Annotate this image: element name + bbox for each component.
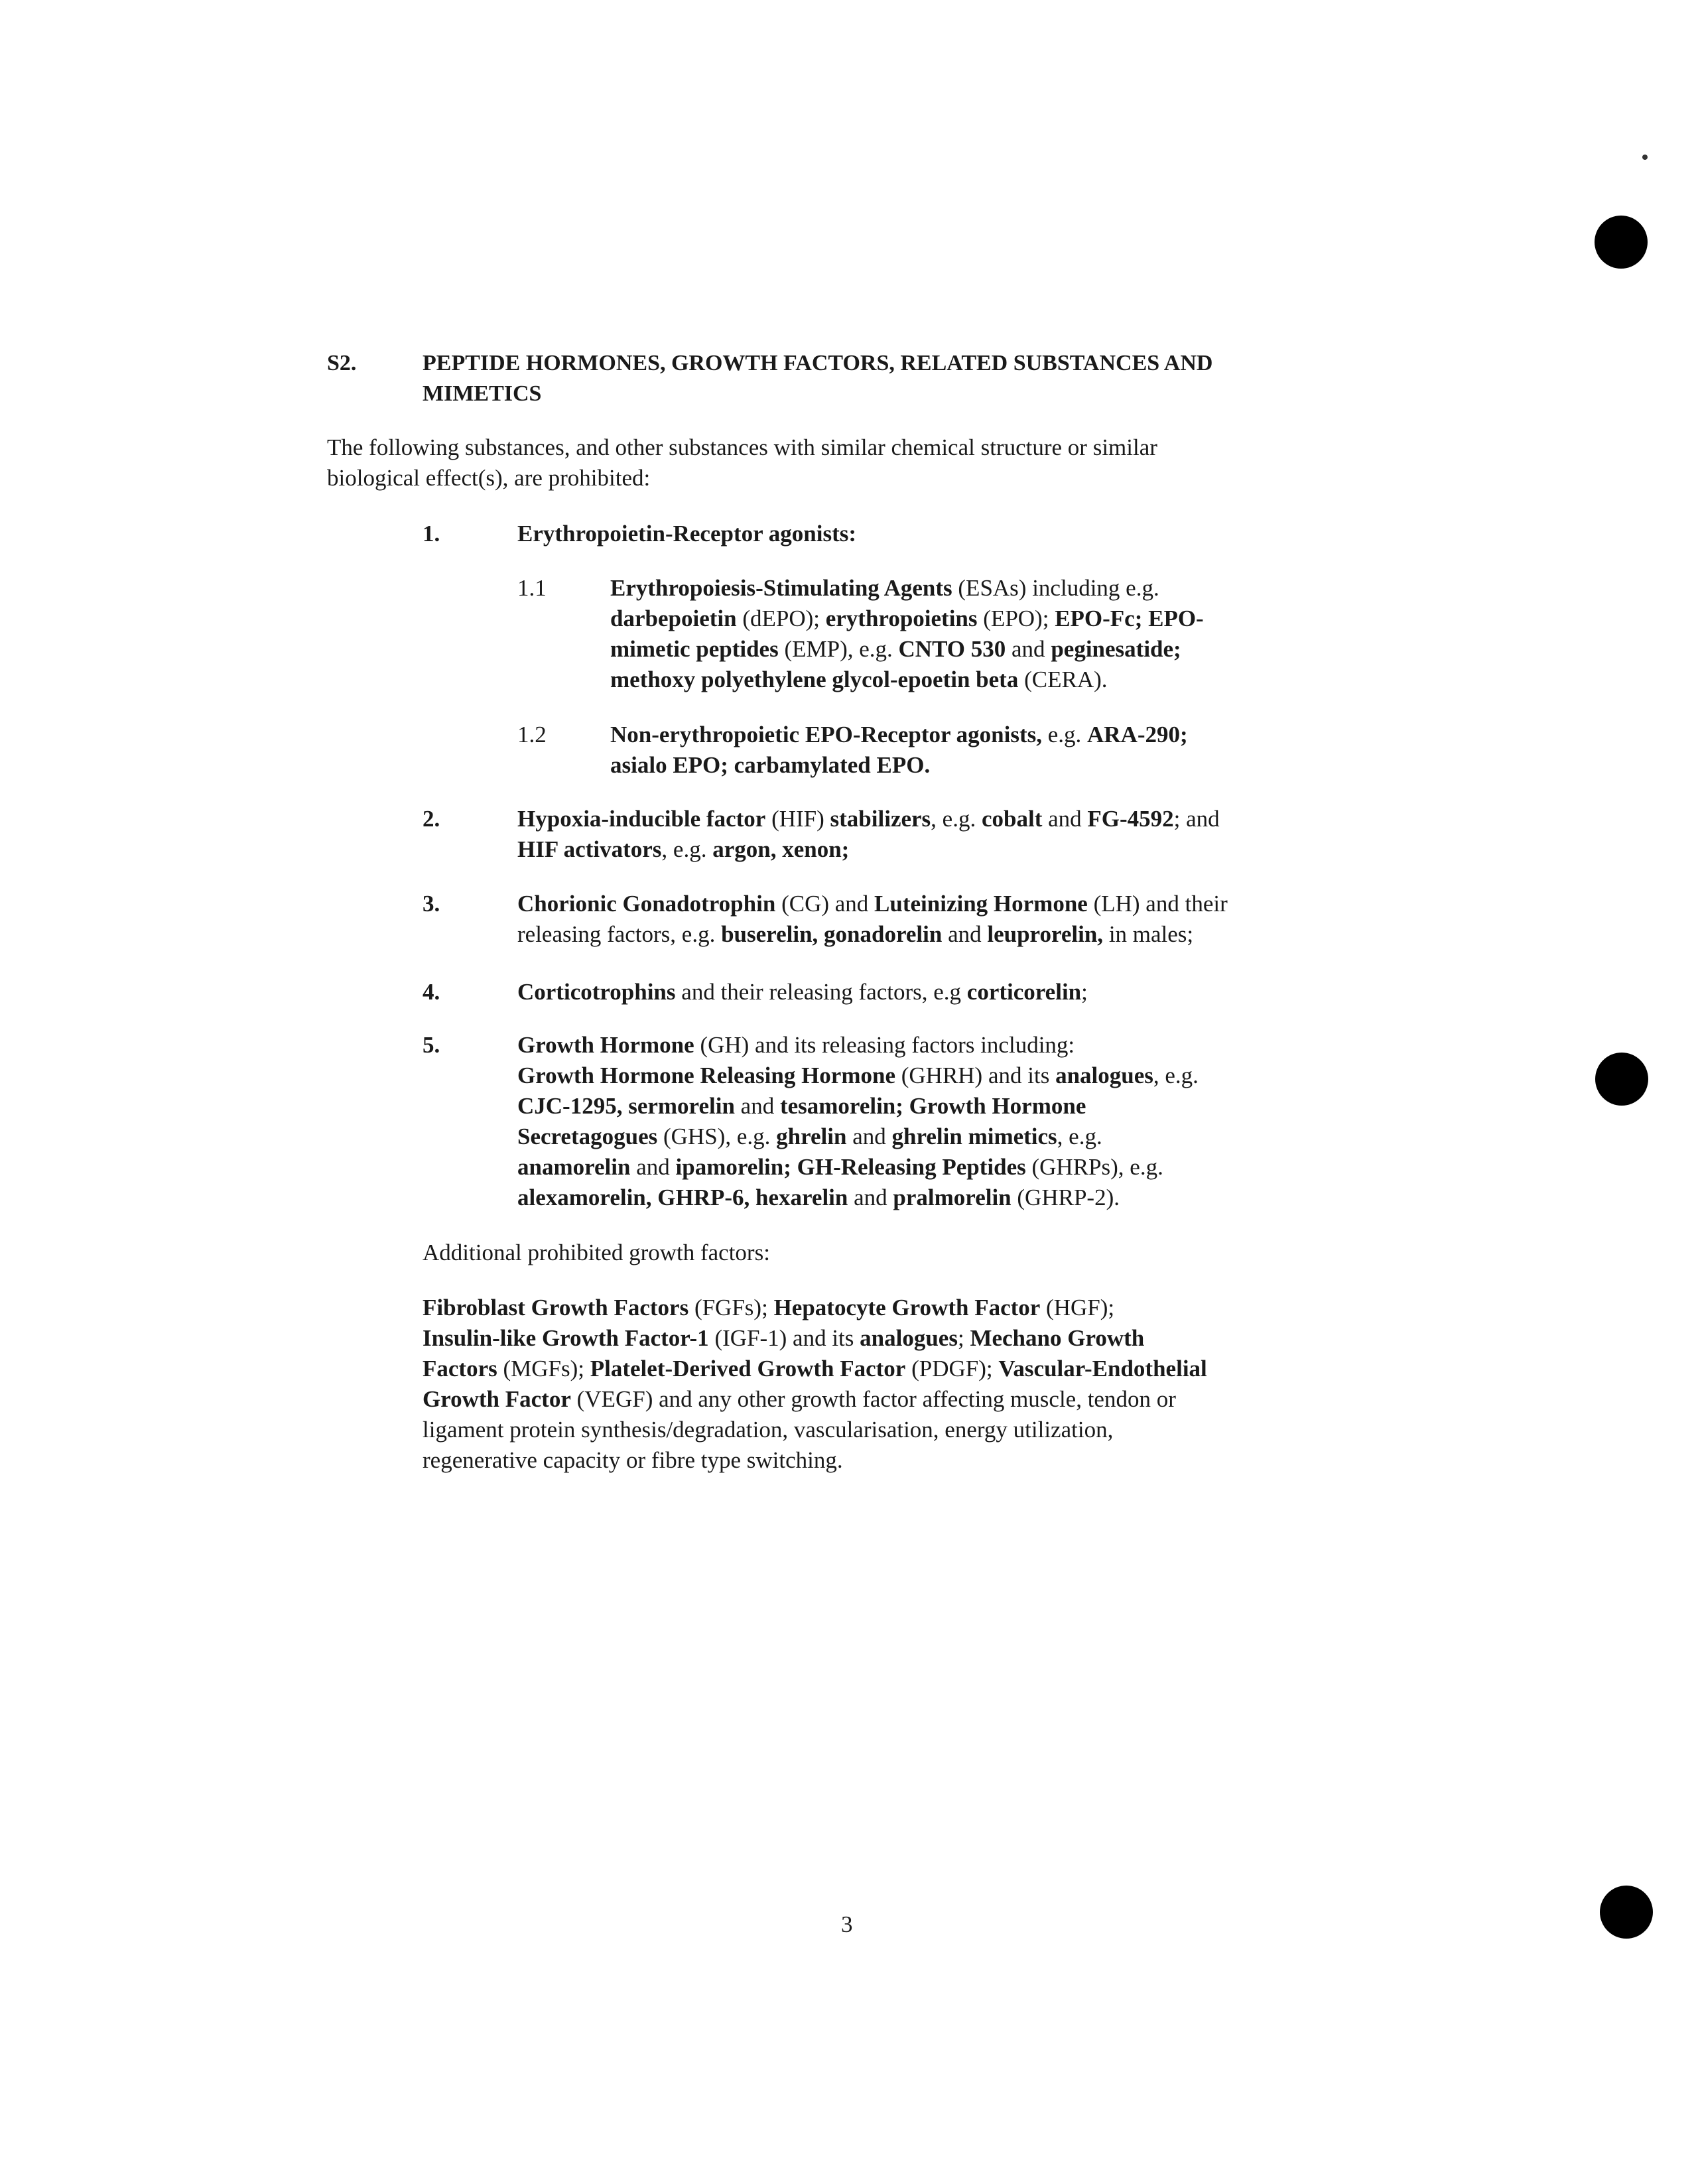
punch-hole-bottom xyxy=(1600,1886,1653,1939)
item-number: 2. xyxy=(423,806,440,832)
page-number: 3 xyxy=(841,1911,853,1937)
additional-paragraph: Fibroblast Growth Factors (FGFs); Hepatocyte Growth Factor (HGF); Insulin-like Growth Factor-1 (IGF-1) and its analogues; Mechano Growth Factors (MGFs); Platelet-Derived Growth Factor (PDGF); Vascular-Endothelial Growth Factor (VEGF) and any other growth factor affecting muscle, tendon or ligament protein synthesis/degradation, vascularisation, energy utilization, regenerative capacity or fibre type switching. xyxy=(423,1295,1207,1473)
item-number: 5. xyxy=(423,1032,440,1058)
additional-heading: Additional prohibited growth factors: xyxy=(423,1240,770,1265)
item-number: 4. xyxy=(423,979,440,1005)
item-text: Corticotrophins and their releasing factors, e.g corticorelin; xyxy=(517,979,1088,1005)
punch-hole-middle xyxy=(1595,1053,1648,1106)
item-text: Hypoxia-inducible factor (HIF) stabilizers, e.g. cobalt and FG-4592; and HIF activators, e.g. argon, xenon; xyxy=(517,806,1220,862)
subitem-text: Non-erythropoietic EPO-Receptor agonists, e.g. ARA-290; asialo EPO; carbamylated EPO. xyxy=(610,722,1188,778)
section-code: S2. xyxy=(327,351,357,375)
subitem-number: 1.2 xyxy=(517,722,547,747)
item-number: 1. xyxy=(423,521,440,546)
scan-speck xyxy=(1642,155,1648,160)
item-number: 3. xyxy=(423,891,440,917)
subitem-number: 1.1 xyxy=(517,575,547,601)
subitem-text: Erythropoiesis-Stimulating Agents (ESAs) including e.g. darbepoietin (dEPO); erythropoietins (EPO); EPO-Fc; EPO- mimetic peptides (EMP), e.g. CNTO 530 and peginesatide; methoxy polyethylene glycol-epoetin beta (CERA). xyxy=(610,575,1204,692)
item-text: Erythropoietin-Receptor agonists: xyxy=(517,521,857,546)
punch-hole-top xyxy=(1595,216,1648,269)
item-text: Chorionic Gonadotrophin (CG) and Luteinizing Hormone (LH) and their releasing factors, e.g. buserelin, gonadorelin and leuprorelin, in males; xyxy=(517,891,1228,947)
intro-paragraph: The following substances, and other substances with similar chemical structure or similar biological effect(s), are prohibited: xyxy=(327,434,1157,491)
section-title: PEPTIDE HORMONES, GROWTH FACTORS, RELATED SUBSTANCES AND MIMETICS xyxy=(423,351,1213,406)
item-text: Growth Hormone (GH) and its releasing factors including: Growth Hormone Releasing Hormone (GHRH) and its analogues, e.g. CJC-1295, sermorelin and tesamorelin; Growth Hormone Secretagogues (GHS), e.g. ghrelin and ghrelin mimetics, e.g. anamorelin and ipamorelin; GH-Releasing Peptides (GHRPs), e.g. alexamorelin, GHRP-6, hexarelin and pralmorelin (GHRP-2). xyxy=(517,1032,1199,1210)
